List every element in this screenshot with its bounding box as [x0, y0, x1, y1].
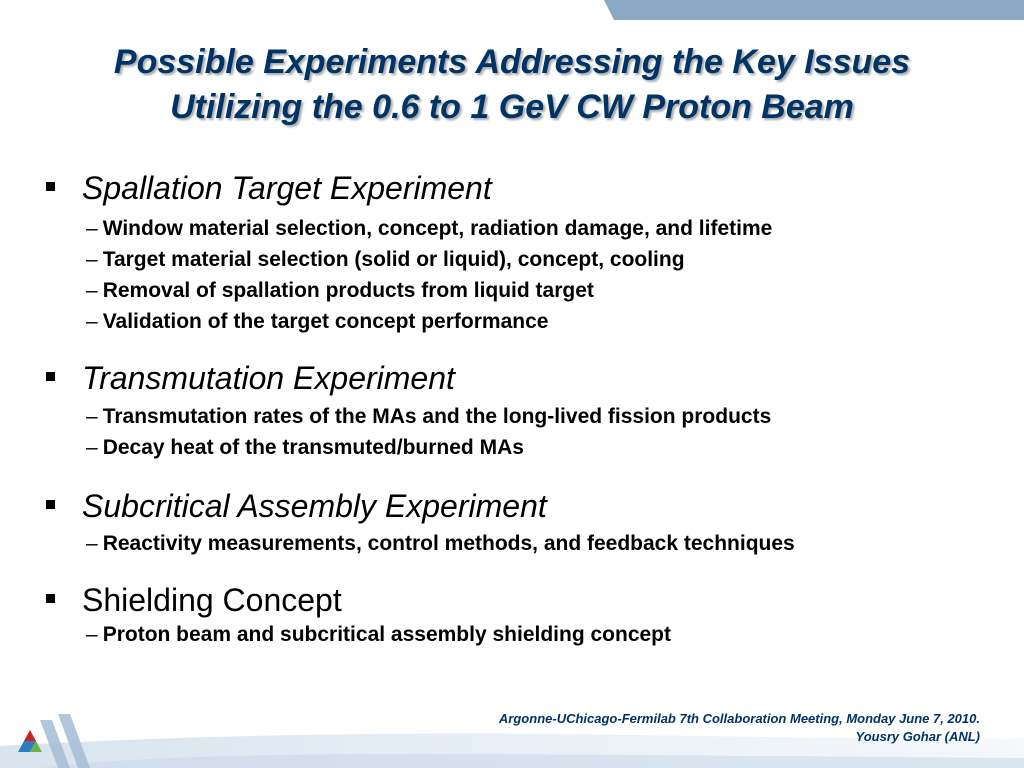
- argonne-triangle-logo: [18, 730, 42, 752]
- square-bullet-icon: [46, 372, 55, 381]
- footer-author: Yousry Gohar (ANL): [855, 729, 980, 744]
- list-item: – Validation of the target concept performance: [86, 310, 549, 333]
- list-item: – Reactivity measurements, control methods, and feedback techniques: [86, 532, 795, 555]
- slide-title: [0, 40, 1024, 130]
- title-line-1: Possible Experiments Addressing the Key Issues: [113, 43, 911, 81]
- section-heading: Subcritical Assembly Experiment: [82, 488, 547, 524]
- footer-credits: [499, 710, 980, 746]
- square-bullet-icon: [46, 500, 55, 509]
- footer-meeting: Argonne-UChicago-Fermilab 7th Collaboration Meeting, Monday June 7, 2010.: [498, 711, 980, 726]
- section-heading: Transmutation Experiment: [82, 360, 455, 396]
- list-item: – Proton beam and subcritical assembly shielding concept: [86, 623, 671, 646]
- top-decorative-band: [604, 0, 1024, 20]
- square-bullet-icon: [46, 182, 55, 191]
- list-item: – Window material selection, concept, radiation damage, and lifetime: [86, 217, 773, 240]
- list-item: – Removal of spallation products from liquid target: [86, 279, 594, 302]
- section-heading: Spallation Target Experiment: [82, 170, 492, 206]
- list-item: – Decay heat of the transmuted/burned MAs: [86, 436, 524, 459]
- title-line-2: Utilizing the 0.6 to 1 GeV CW Proton Beam: [170, 88, 854, 126]
- section-heading: Shielding Concept: [82, 582, 342, 618]
- list-item: – Target material selection (solid or liquid), concept, cooling: [86, 248, 685, 271]
- list-item: – Transmutation rates of the MAs and the long-lived fission products: [86, 405, 772, 428]
- square-bullet-icon: [46, 594, 55, 603]
